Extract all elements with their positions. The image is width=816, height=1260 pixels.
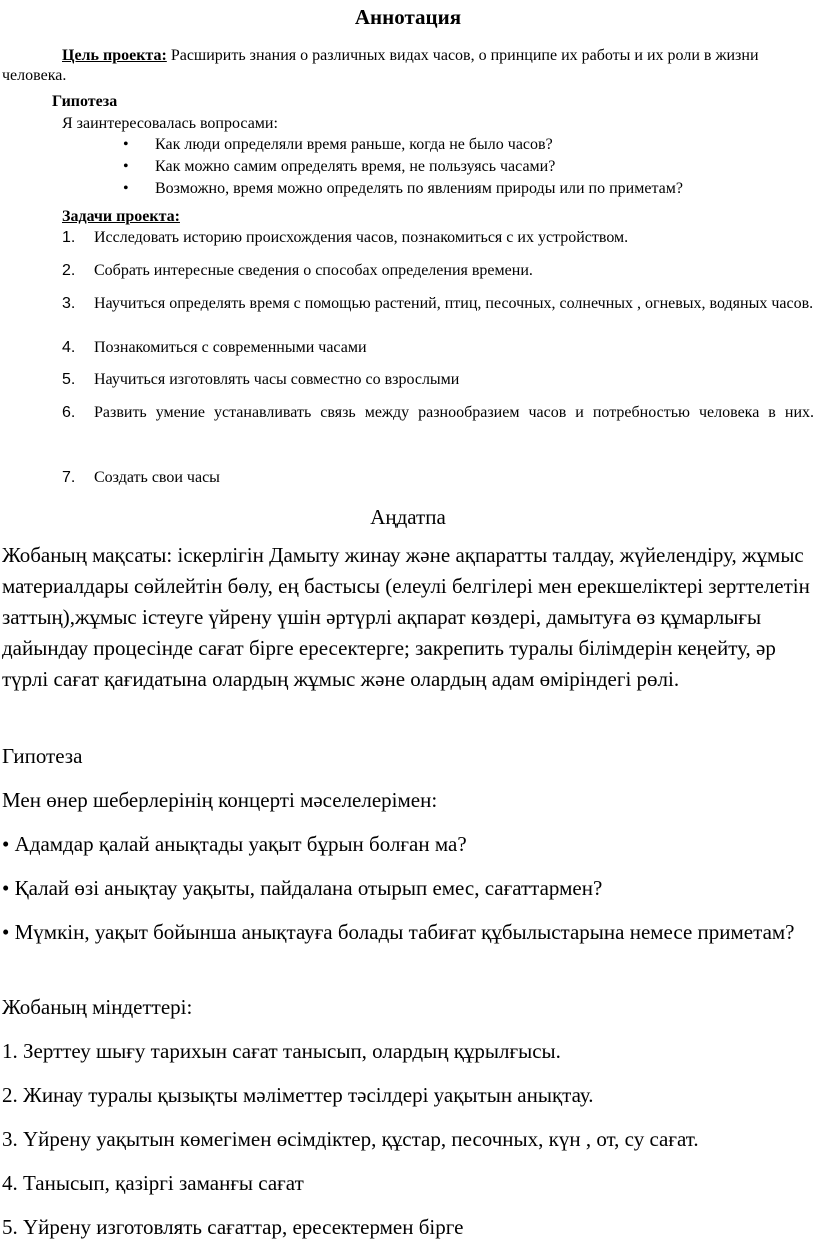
hypothesis-intro-ru: Я заинтересовалась вопросами:: [62, 115, 278, 132]
kz-question: • Қалай өзі анықтау уақыты, пайдалана отырып емес, сағаттармен?: [2, 876, 603, 900]
project-goal-ru: [2, 46, 802, 86]
kz-task-item: 3. Үйрену уақытын көмегімен өсімдіктер, құстар, песочных, күн , от, су сағат.: [2, 1127, 699, 1151]
kz-task-item: 4. Танысып, қазіргі заманғы сағат: [2, 1171, 304, 1195]
goal-label: Цель проекта:: [62, 47, 167, 64]
hypothesis-questions-ru: [123, 135, 683, 201]
list-item: • Как люди определяли время раньше, когда не было часов?: [123, 136, 553, 153]
kz-question: • Мүмкін, уақыт бойынша анықтауға болады табиғат құбылыстарына немесе приметам?: [2, 920, 795, 944]
kz-task-item: 2. Жинау туралы қызықты мәліметтер тәсілдері уақытын анықтау.: [2, 1083, 594, 1107]
hypothesis-heading-ru: Гипотеза: [52, 93, 118, 110]
task-item-ru: 3. Научиться определять время с помощью растений, птиц, песочных, солнечных , огневых, водяных часов.: [62, 295, 814, 312]
task-item-ru: 6. Развить умение устанавливать связь между разнообразием часов и потребностью человека в них.: [62, 404, 814, 421]
list-item: • Возможно, время можно определять по явлениям природы или по приметам?: [123, 180, 683, 197]
kz-task-item: 5. Үйрену изготовлять сағаттар, ересектермен бірге: [2, 1215, 464, 1239]
tasks-heading-ru: Задачи проекта:: [62, 208, 180, 225]
kz-hypothesis-heading: Гипотеза: [2, 744, 83, 768]
kz-goal-paragraph: Жобаның мақсаты: іскерлігін Дамыту жинау және ақпаратты талдау, жүйелендіру, жұмыс материалдары сөйлейтін бөлу, ең бастысы (елеулі белгілері мен ерекшеліктері зерттелетін заттың),жұмыс істеуге үйрену үшін әртүрлі ақпарат көздері, дамытуға өз құмарлығы дайындау процесінде сағат бірге ересектерге; закрепить туралы білімдерін кеңейту, әр түрлі сағат қағидатына олардың жұмыс және олардың адам өміріндегі рөлі.: [2, 543, 810, 691]
task-item-ru: 4. Познакомиться с современными часами: [62, 339, 367, 356]
kz-title: Аңдатпа: [370, 505, 446, 529]
kz-tasks-heading: Жобаның міндеттері:: [2, 995, 193, 1019]
bullet-icon: •: [123, 136, 129, 153]
list-item: • Как можно самим определять время, не пользуясь часами?: [123, 158, 556, 175]
kz-question: • Адамдар қалай анықтады уақыт бұрын болған ма?: [2, 832, 467, 856]
task-item-ru: 1. Исследовать историю происхождения часов, познакомиться с их устройством.: [62, 229, 629, 246]
bullet-icon: •: [123, 180, 129, 197]
task-item-ru: 2. Собрать интересные сведения о способах определения времени.: [62, 262, 533, 279]
kz-task-item: 1. Зерттеу шығу тарихын сағат танысып, олардың құрылғысы.: [2, 1039, 561, 1063]
task-item-ru: 7. Создать свои часы: [62, 469, 220, 486]
goal-text: Расширить знания о различных видах часов, о принципе их работы и их роли в жизни человека.: [2, 47, 759, 84]
bullet-icon: •: [123, 158, 129, 175]
task-item-ru: 5. Научиться изготовлять часы совместно со взрослыми: [62, 371, 460, 388]
annotation-title: Аннотация: [354, 5, 462, 29]
kz-hypothesis-intro: Мен өнер шеберлерінің концерті мәселелерімен:: [2, 788, 438, 812]
